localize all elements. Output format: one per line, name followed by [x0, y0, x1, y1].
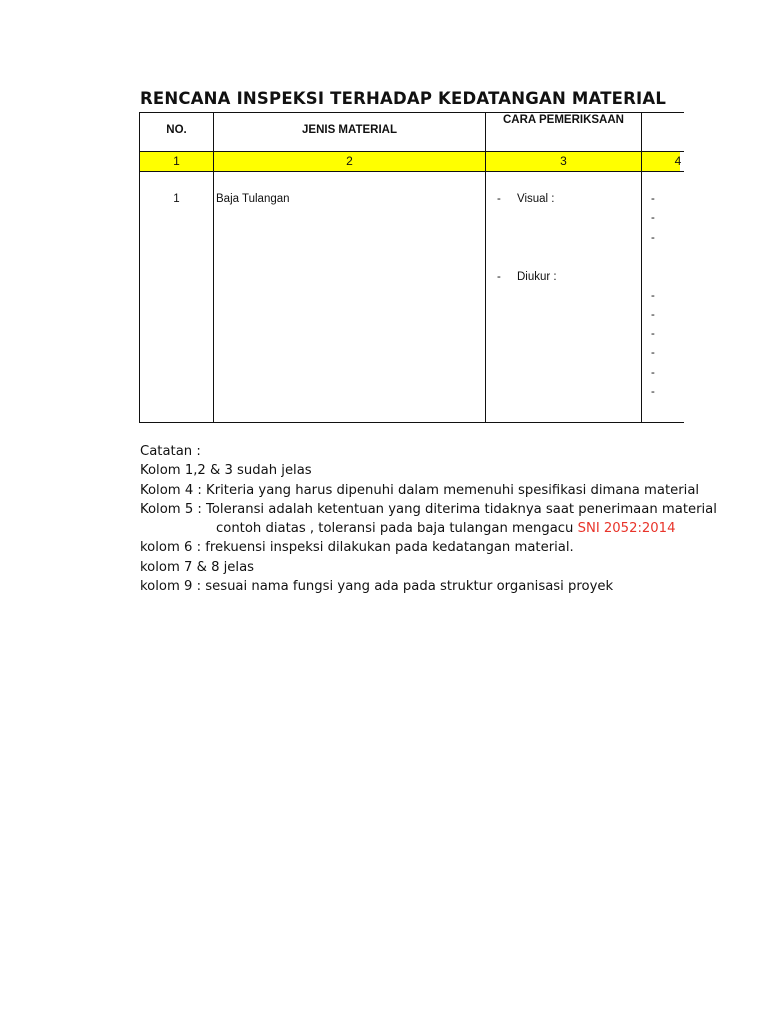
page-title: RENCANA INSPEKSI TERHADAP KEDATANGAN MATERIAL	[140, 89, 667, 108]
header-no: NO.	[166, 124, 187, 136]
col4-dash: -	[651, 347, 655, 359]
col4-dash: -	[651, 212, 655, 224]
notes-section	[140, 442, 717, 596]
row-material: Baja Tulangan	[216, 193, 290, 205]
col4-dash: -	[651, 290, 655, 302]
note-kolom-5-continued	[140, 519, 717, 538]
note-kolom-9: kolom 9 : sesuai nama fungsi yang ada pada struktur organisasi proyek	[140, 579, 614, 595]
column-number-4: 4	[674, 154, 682, 168]
col4-dash: -	[651, 328, 655, 340]
sni-reference: SNI 2052:2014	[577, 521, 676, 537]
header-jenis-material: JENIS MATERIAL	[302, 124, 397, 136]
row-no: 1	[173, 193, 180, 205]
note-kolom-5-text: contoh diatas , toleransi pada baja tulangan mengacu	[216, 521, 578, 537]
method-visual-label: Visual :	[517, 193, 555, 205]
col4-dash: -	[651, 309, 655, 321]
note-kolom-1-3: Kolom 1,2 & 3 sudah jelas	[140, 463, 312, 479]
number-row-bottom-border	[139, 171, 684, 172]
method-visual-dash: -	[497, 193, 501, 205]
header-cara-pemeriksaan: CARA PEMERIKSAAN	[503, 114, 624, 126]
note-kolom-5: Kolom 5 : Toleransi adalah ketentuan yang diterima tidaknya saat penerimaan material	[140, 501, 717, 517]
method-diukur-dash: -	[497, 271, 501, 283]
col4-dash: -	[651, 386, 655, 398]
notes-heading: Catatan :	[140, 444, 201, 459]
col4-dash: -	[651, 367, 655, 379]
method-diukur-label: Diukur :	[517, 271, 557, 283]
note-kolom-4: Kolom 4 : Kriteria yang harus dipenuhi dalam memenuhi spesifikasi dimana material	[140, 482, 700, 498]
header-bottom-border	[139, 151, 684, 152]
note-kolom-7-8: kolom 7 & 8 jelas	[140, 559, 255, 575]
column-number-3: 3	[560, 154, 567, 168]
table-bottom-border	[139, 422, 684, 423]
note-kolom-6: kolom 6 : frekuensi inspeksi dilakukan pada kedatangan material.	[140, 540, 574, 556]
table-top-border	[139, 112, 684, 113]
column-number-2: 2	[346, 154, 353, 168]
col4-dash: -	[651, 232, 655, 244]
col4-dash: -	[651, 193, 655, 205]
column-number-1: 1	[173, 154, 180, 168]
